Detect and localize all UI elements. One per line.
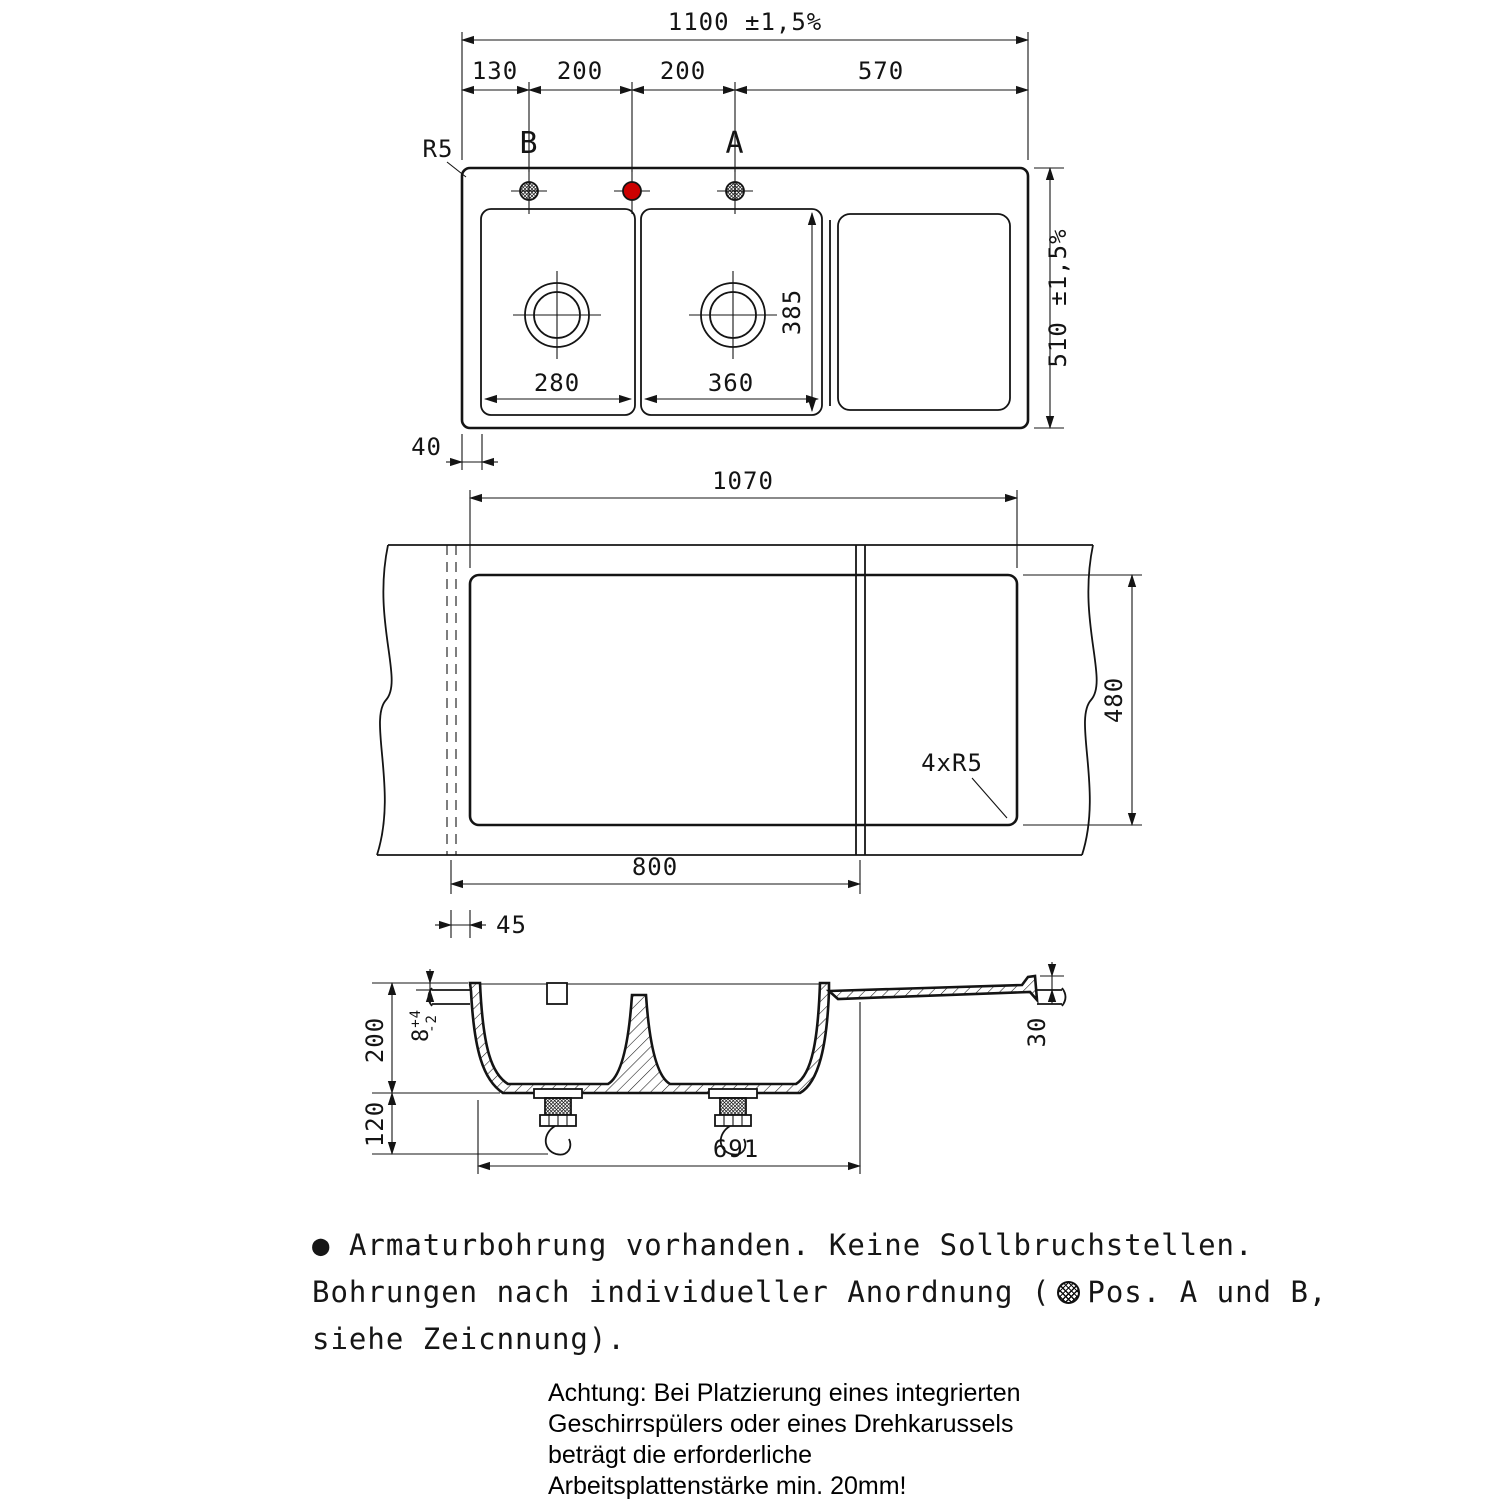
- dim-segment-3-label: 200: [659, 57, 707, 85]
- dim-basin1-width: [485, 369, 631, 399]
- dim-segments: [462, 57, 1028, 172]
- notes-line-3-text: siehe Zeicnnung).: [312, 1322, 626, 1356]
- bullet-icon: ●: [312, 1228, 331, 1262]
- dim-cutout-height-label: 480: [1100, 676, 1128, 724]
- dim-cutout-total: [470, 467, 1017, 568]
- dim-total-width-label: 1100 ±1,5%: [667, 8, 823, 36]
- worktop-band: [377, 545, 1097, 855]
- warning-line-3: beträgt die erforderliche: [548, 1441, 813, 1469]
- warning-line-2: Geschirrspülers oder eines Drehkarussels: [548, 1410, 1014, 1438]
- notes-line-3: [312, 1316, 1327, 1363]
- dim-segment-2-label: 200: [556, 57, 604, 85]
- notes-line-1: [312, 1222, 1327, 1269]
- worktop-left-stub: [429, 988, 471, 1006]
- notes-line-1-text: Armaturbohrung vorhanden. Keine Sollbruchstellen.: [348, 1228, 1254, 1262]
- dim-basin-span-label: 691: [712, 1135, 760, 1163]
- corner-radius-label: R5: [422, 135, 454, 163]
- dim-rim-height-label: $8^{+4}-2$: [408, 1008, 440, 1042]
- faucet-hole-b: [511, 170, 547, 214]
- dim-drain-height-label: 120: [361, 1100, 389, 1148]
- top-view: [411, 8, 1072, 470]
- dim-edge-offset-label: 40: [411, 433, 442, 461]
- faucet-hole-marker-red: [623, 182, 641, 200]
- faucet-hole-a: [717, 170, 753, 214]
- dim-board-edge-label: 30: [1023, 1016, 1051, 1048]
- warning-line-4: Arbeitsplattenstärke min. 20mm!: [548, 1472, 907, 1500]
- dim-cutout-height: [1023, 575, 1142, 825]
- dim-offset-45: [435, 910, 527, 939]
- drain-fitting-left: [534, 1089, 582, 1155]
- dim-cutout-total-label: 1070: [712, 467, 774, 495]
- cutout-radius-label: 4xR5: [921, 749, 983, 777]
- dim-total-width: [462, 8, 1028, 160]
- dim-basin2-width-label: 360: [707, 369, 755, 397]
- hole-b-label: B: [519, 126, 539, 161]
- notes-line-2-post: Pos. A und B,: [1087, 1275, 1328, 1309]
- corner-radius-callout: [423, 135, 466, 177]
- faucet-hole-center: [614, 170, 650, 214]
- dim-height-label: 510 ±1,5%: [1044, 228, 1072, 368]
- cutout-view: [377, 467, 1142, 939]
- notes-line-2-pre: Bohrungen nach individueller Anordnung (: [312, 1275, 1051, 1309]
- notes-line-2: [312, 1269, 1327, 1316]
- dim-basin-length: [778, 213, 812, 411]
- dim-edge-offset: [411, 433, 498, 470]
- dim-cutout-width: [451, 853, 860, 894]
- dim-basin1-width-label: 280: [533, 369, 581, 397]
- hole-a-label: A: [725, 126, 745, 161]
- dim-basin-depth-label: 200: [361, 1016, 389, 1064]
- dim-height: [1034, 168, 1072, 428]
- warning-block: [548, 1378, 1021, 1500]
- dim-basin2-width: [645, 369, 818, 399]
- drainboard-section: [829, 976, 1037, 1000]
- dim-drain-height: [361, 1093, 548, 1154]
- notes-block: [312, 1222, 1327, 1363]
- dim-segment-4-label: 570: [857, 57, 905, 85]
- dim-basin-length-label: 385: [778, 288, 806, 336]
- section-view: [361, 962, 1066, 1174]
- drain-left: [513, 271, 601, 359]
- cutout-radius-callout: [921, 749, 1007, 818]
- drainboard: [838, 214, 1010, 410]
- reference-lines: [447, 545, 865, 855]
- dim-segment-1-label: 130: [471, 57, 519, 85]
- worktop-right-stub: [1037, 988, 1066, 1006]
- dim-cutout-width-label: 800: [631, 853, 679, 881]
- cutout-outline: [470, 575, 1017, 825]
- drain-middle: [689, 271, 777, 359]
- sink-section-body: [470, 983, 829, 1093]
- faucet-hole-section: [547, 983, 567, 1004]
- hole-symbol-icon: [1057, 1281, 1080, 1304]
- dim-offset-45-label: 45: [496, 911, 527, 939]
- warning-line-1: Achtung: Bei Platzierung eines integrierten: [548, 1379, 1021, 1407]
